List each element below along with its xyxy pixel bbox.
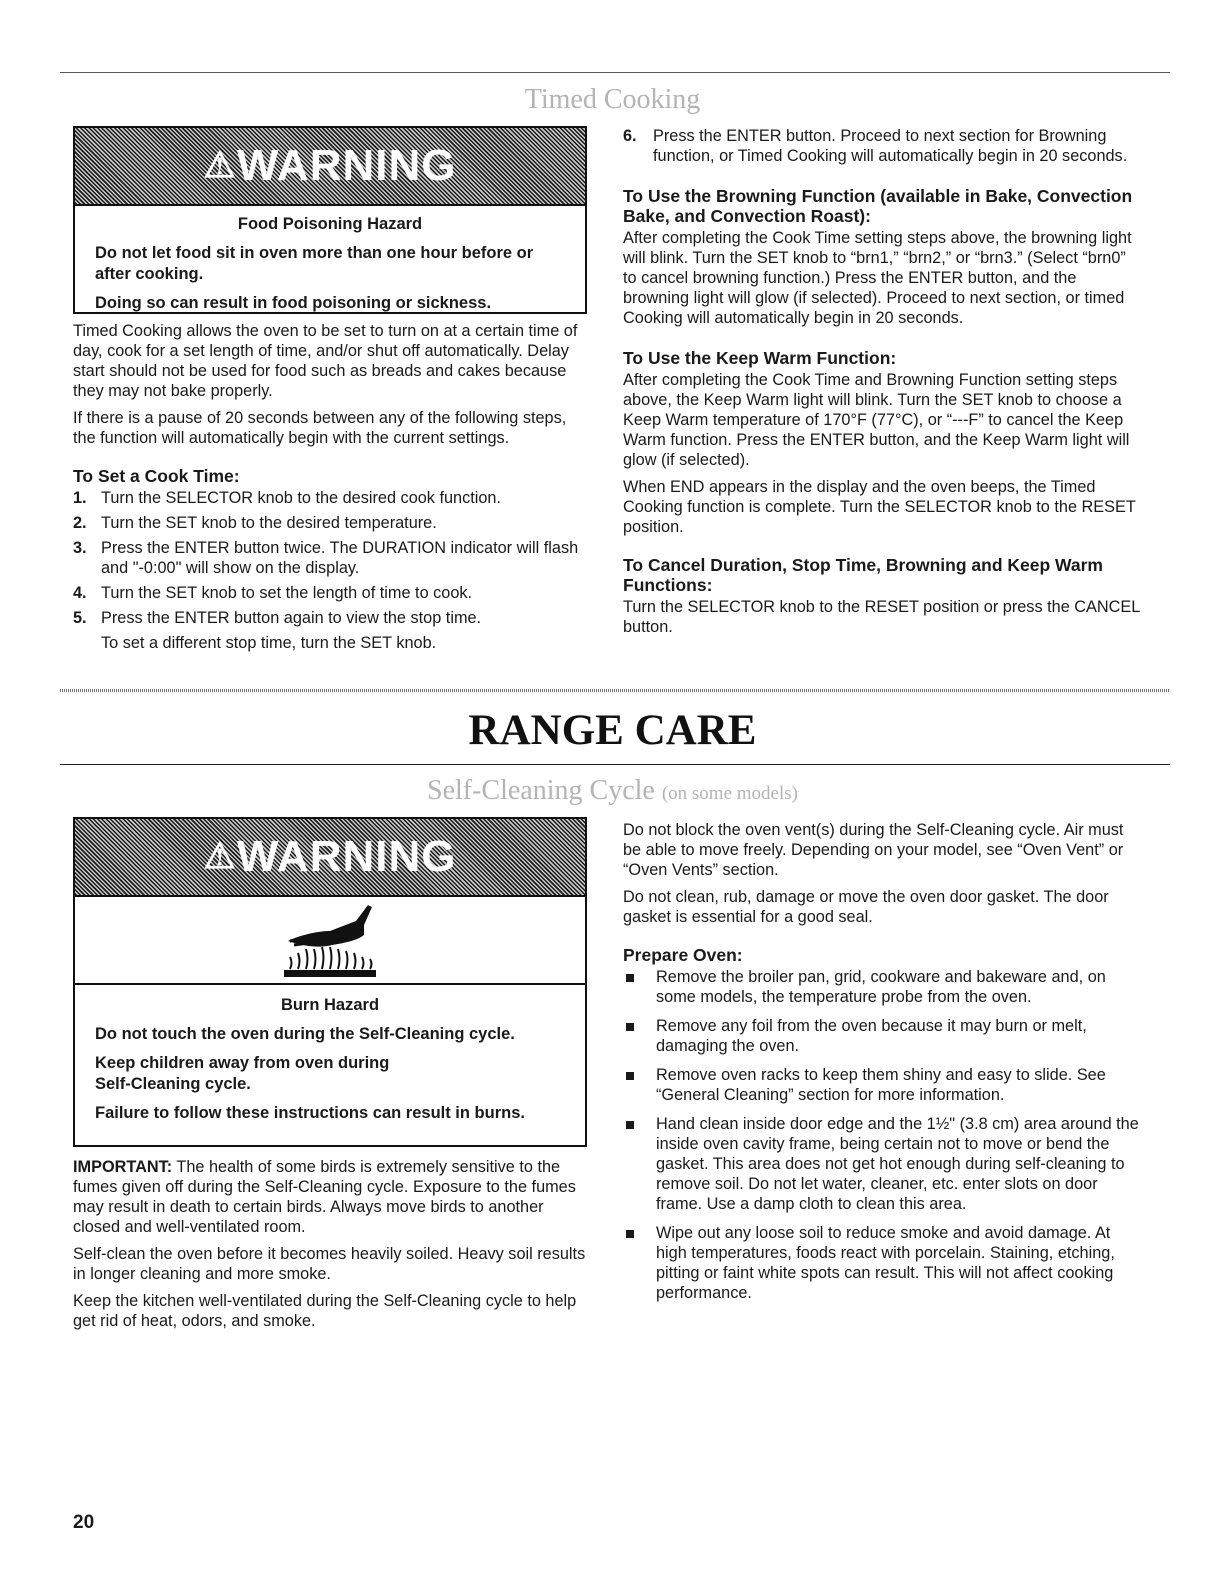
step-note: To set a different stop time, turn the SET knob. xyxy=(101,634,437,652)
warning-line: Do not touch the oven during the Self-Cleaning cycle. xyxy=(95,1025,515,1043)
warning-line: Do not let food sit in oven more than one hour before or after cooking. xyxy=(95,244,534,283)
range-care-right-column xyxy=(623,820,1143,1312)
warning-body xyxy=(75,985,585,1138)
step-item xyxy=(73,608,583,653)
step-text: Turn the SET knob to set the length of time to cook. xyxy=(101,584,473,602)
bullet-square-icon xyxy=(626,1023,634,1031)
warning-triangle-icon: ⚠ xyxy=(203,835,237,876)
step-number: 3. xyxy=(73,539,87,557)
important-text: The health of some birds is extremely sensitive to the fumes given off during the Self-Cleaning cycle. Exposure to the fumes may result in death to certain birds. Always move birds to another closed and well-ventilated room. xyxy=(73,1158,576,1236)
right-paragraph: Do not clean, rub, damage or move the oven door gasket. The door gasket is essential for a good seal. xyxy=(623,888,1109,926)
warning-body xyxy=(75,206,585,328)
step-text: Press the ENTER button. Proceed to next section for Browning function, or Timed Cooking will automatically begin in 20 seconds. xyxy=(653,127,1128,165)
page-number: 20 xyxy=(73,1512,95,1533)
important-paragraph xyxy=(73,1157,588,1237)
section-title-self-cleaning xyxy=(0,775,1225,807)
step-number: 2. xyxy=(73,514,87,532)
keep-warm-heading: To Use the Keep Warm Function: xyxy=(623,348,897,368)
timed-cooking-title: Timed Cooking xyxy=(524,84,701,115)
step-item xyxy=(73,488,583,508)
top-rule xyxy=(60,72,1170,73)
warning-title xyxy=(75,832,585,882)
step-text: Press the ENTER button again to view the stop time. xyxy=(101,609,482,627)
list-item-text: Hand clean inside door edge and the 1½" (3.8 cm) area around the inside oven cavity frame, being certain not to move or bend the gasket. This area does not get hot enough during self-cleaning to remove soil. Do not let water, cleaner, etc. enter slots on door frame. Use a damp cloth to clean this area. xyxy=(656,1115,1139,1213)
warning-label: WARNING xyxy=(236,832,457,881)
warning-header xyxy=(75,819,585,897)
left-paragraph: Self-clean the oven before it becomes heavily soiled. Heavy soil results in longer cleaning and more smoke. xyxy=(73,1245,586,1283)
range-care-rule xyxy=(60,764,1170,765)
warning-line: Keep children away from oven during Self-Cleaning cycle. xyxy=(95,1054,390,1093)
intro-paragraph: Timed Cooking allows the oven to be set to turn on at a certain time of day, cook for a set length of time, and/or shut off automatically. Delay start should not be used for food such as breads and cakes because they may not bake properly. xyxy=(73,322,578,400)
step-number: 5. xyxy=(73,609,87,627)
bullet-square-icon xyxy=(626,1072,634,1080)
list-item xyxy=(623,1016,1143,1056)
step-item xyxy=(623,126,1143,166)
keep-warm-text: After completing the Cook Time and Browning Function setting steps above, the Keep Warm light will blink. Turn the SET knob to choose a Keep Warm temperature of 170°F (77°C), or “---F” to cancel the Keep Warm function. Press the ENTER button, and the Keep Warm light will glow (if selected). xyxy=(623,371,1130,469)
step-number: 1. xyxy=(73,489,87,507)
range-care-heading xyxy=(0,706,1225,756)
step-number: 4. xyxy=(73,584,87,602)
cancel-heading: To Cancel Duration, Stop Time, Browning and Keep Warm Functions: xyxy=(623,555,1103,595)
self-clean-title: Self-Cleaning Cycle xyxy=(427,775,655,806)
step-number: 6. xyxy=(623,127,637,145)
list-item xyxy=(623,967,1143,1007)
step-text: Turn the SELECTOR knob to the desired cook function. xyxy=(101,489,502,507)
section-title-timed-cooking xyxy=(0,84,1225,116)
warning-line: Failure to follow these instructions can result in burns. xyxy=(95,1104,525,1122)
cook-time-heading: To Set a Cook Time: xyxy=(73,466,240,486)
bullet-square-icon xyxy=(626,1230,634,1238)
cancel-text: Turn the SELECTOR knob to the RESET position or press the CANCEL button. xyxy=(623,598,1140,636)
prepare-oven-list xyxy=(623,967,1143,1303)
browning-heading: To Use the Browning Function (available in Bake, Convection Bake, and Convection Roast): xyxy=(623,186,1133,226)
end-text: When END appears in the display and the oven beeps, the Timed Cooking function is complete. Turn the SELECTOR knob to the RESET position. xyxy=(623,478,1136,536)
step-item xyxy=(73,538,583,578)
warning-hazard-title: Food Poisoning Hazard xyxy=(237,215,423,233)
range-care-title: RANGE CARE xyxy=(468,707,757,754)
range-care-left-column xyxy=(73,1157,588,1338)
burn-hazard-pictogram xyxy=(75,897,585,985)
warning-line: Doing so can result in food poisoning or sickness. xyxy=(95,294,492,312)
bullet-square-icon xyxy=(626,1121,634,1129)
warning-hazard-title: Burn Hazard xyxy=(280,996,380,1014)
cook-time-steps-continued xyxy=(623,126,1143,166)
warning-box-burn xyxy=(73,817,587,1147)
list-item xyxy=(623,1065,1143,1105)
step-item xyxy=(73,513,583,533)
list-item-text: Remove oven racks to keep them shiny and easy to slide. See “General Cleaning” section for more information. xyxy=(656,1066,1106,1104)
self-clean-subtitle: (on some models) xyxy=(661,783,798,804)
intro-paragraph: If there is a pause of 20 seconds between any of the following steps, the function will automatically begin with the current settings. xyxy=(73,409,567,447)
warning-label: WARNING xyxy=(236,141,457,190)
step-text: Turn the SET knob to the desired temperature. xyxy=(101,514,437,532)
browning-text: After completing the Cook Time setting steps above, the browning light will blink. Turn the SET knob to “brn1,” “brn2,” or “brn3.” (Select “brn0” to cancel browning function.) Press the ENTER button, and the browning light will glow (if selected). Proceed to next section, or timed Cooking will automatically begin in 20 seconds. xyxy=(623,229,1132,327)
cook-time-steps xyxy=(73,488,583,653)
right-paragraph: Do not block the oven vent(s) during the Self-Cleaning cycle. Air must be able to move freely. Depending on your model, see “Oven Vent” or “Oven Vents” section. xyxy=(623,821,1124,879)
warning-triangle-icon: ⚠ xyxy=(203,144,237,185)
warning-title xyxy=(75,141,585,191)
left-paragraph: Keep the kitchen well-ventilated during the Self-Cleaning cycle to help get rid of heat, odors, and smoke. xyxy=(73,1292,577,1330)
list-item-text: Remove the broiler pan, grid, cookware and bakeware and, on some models, the temperature probe from the oven. xyxy=(656,968,1106,1006)
list-item xyxy=(623,1114,1143,1214)
timed-cooking-left-column xyxy=(73,321,583,658)
warning-box-food-poisoning xyxy=(73,126,587,314)
bullet-square-icon xyxy=(626,974,634,982)
list-item-text: Remove any foil from the oven because it may burn or melt, damaging the oven. xyxy=(656,1017,1087,1055)
hot-surface-hand-icon xyxy=(260,901,400,981)
list-item-text: Wipe out any loose soil to reduce smoke and avoid damage. At high temperatures, foods react with porcelain. Staining, etching, pitting or faint white spots can result. This will not affect cooking performance. xyxy=(656,1224,1115,1302)
section-divider xyxy=(60,689,1170,692)
list-item xyxy=(623,1223,1143,1303)
important-label: IMPORTANT: xyxy=(73,1158,173,1176)
timed-cooking-right-column xyxy=(623,126,1143,644)
step-item xyxy=(73,583,583,603)
prepare-oven-heading: Prepare Oven: xyxy=(623,945,743,965)
warning-header xyxy=(75,128,585,206)
step-text: Press the ENTER button twice. The DURATION indicator will flash and "-0:00" will show on the display. xyxy=(101,539,579,577)
